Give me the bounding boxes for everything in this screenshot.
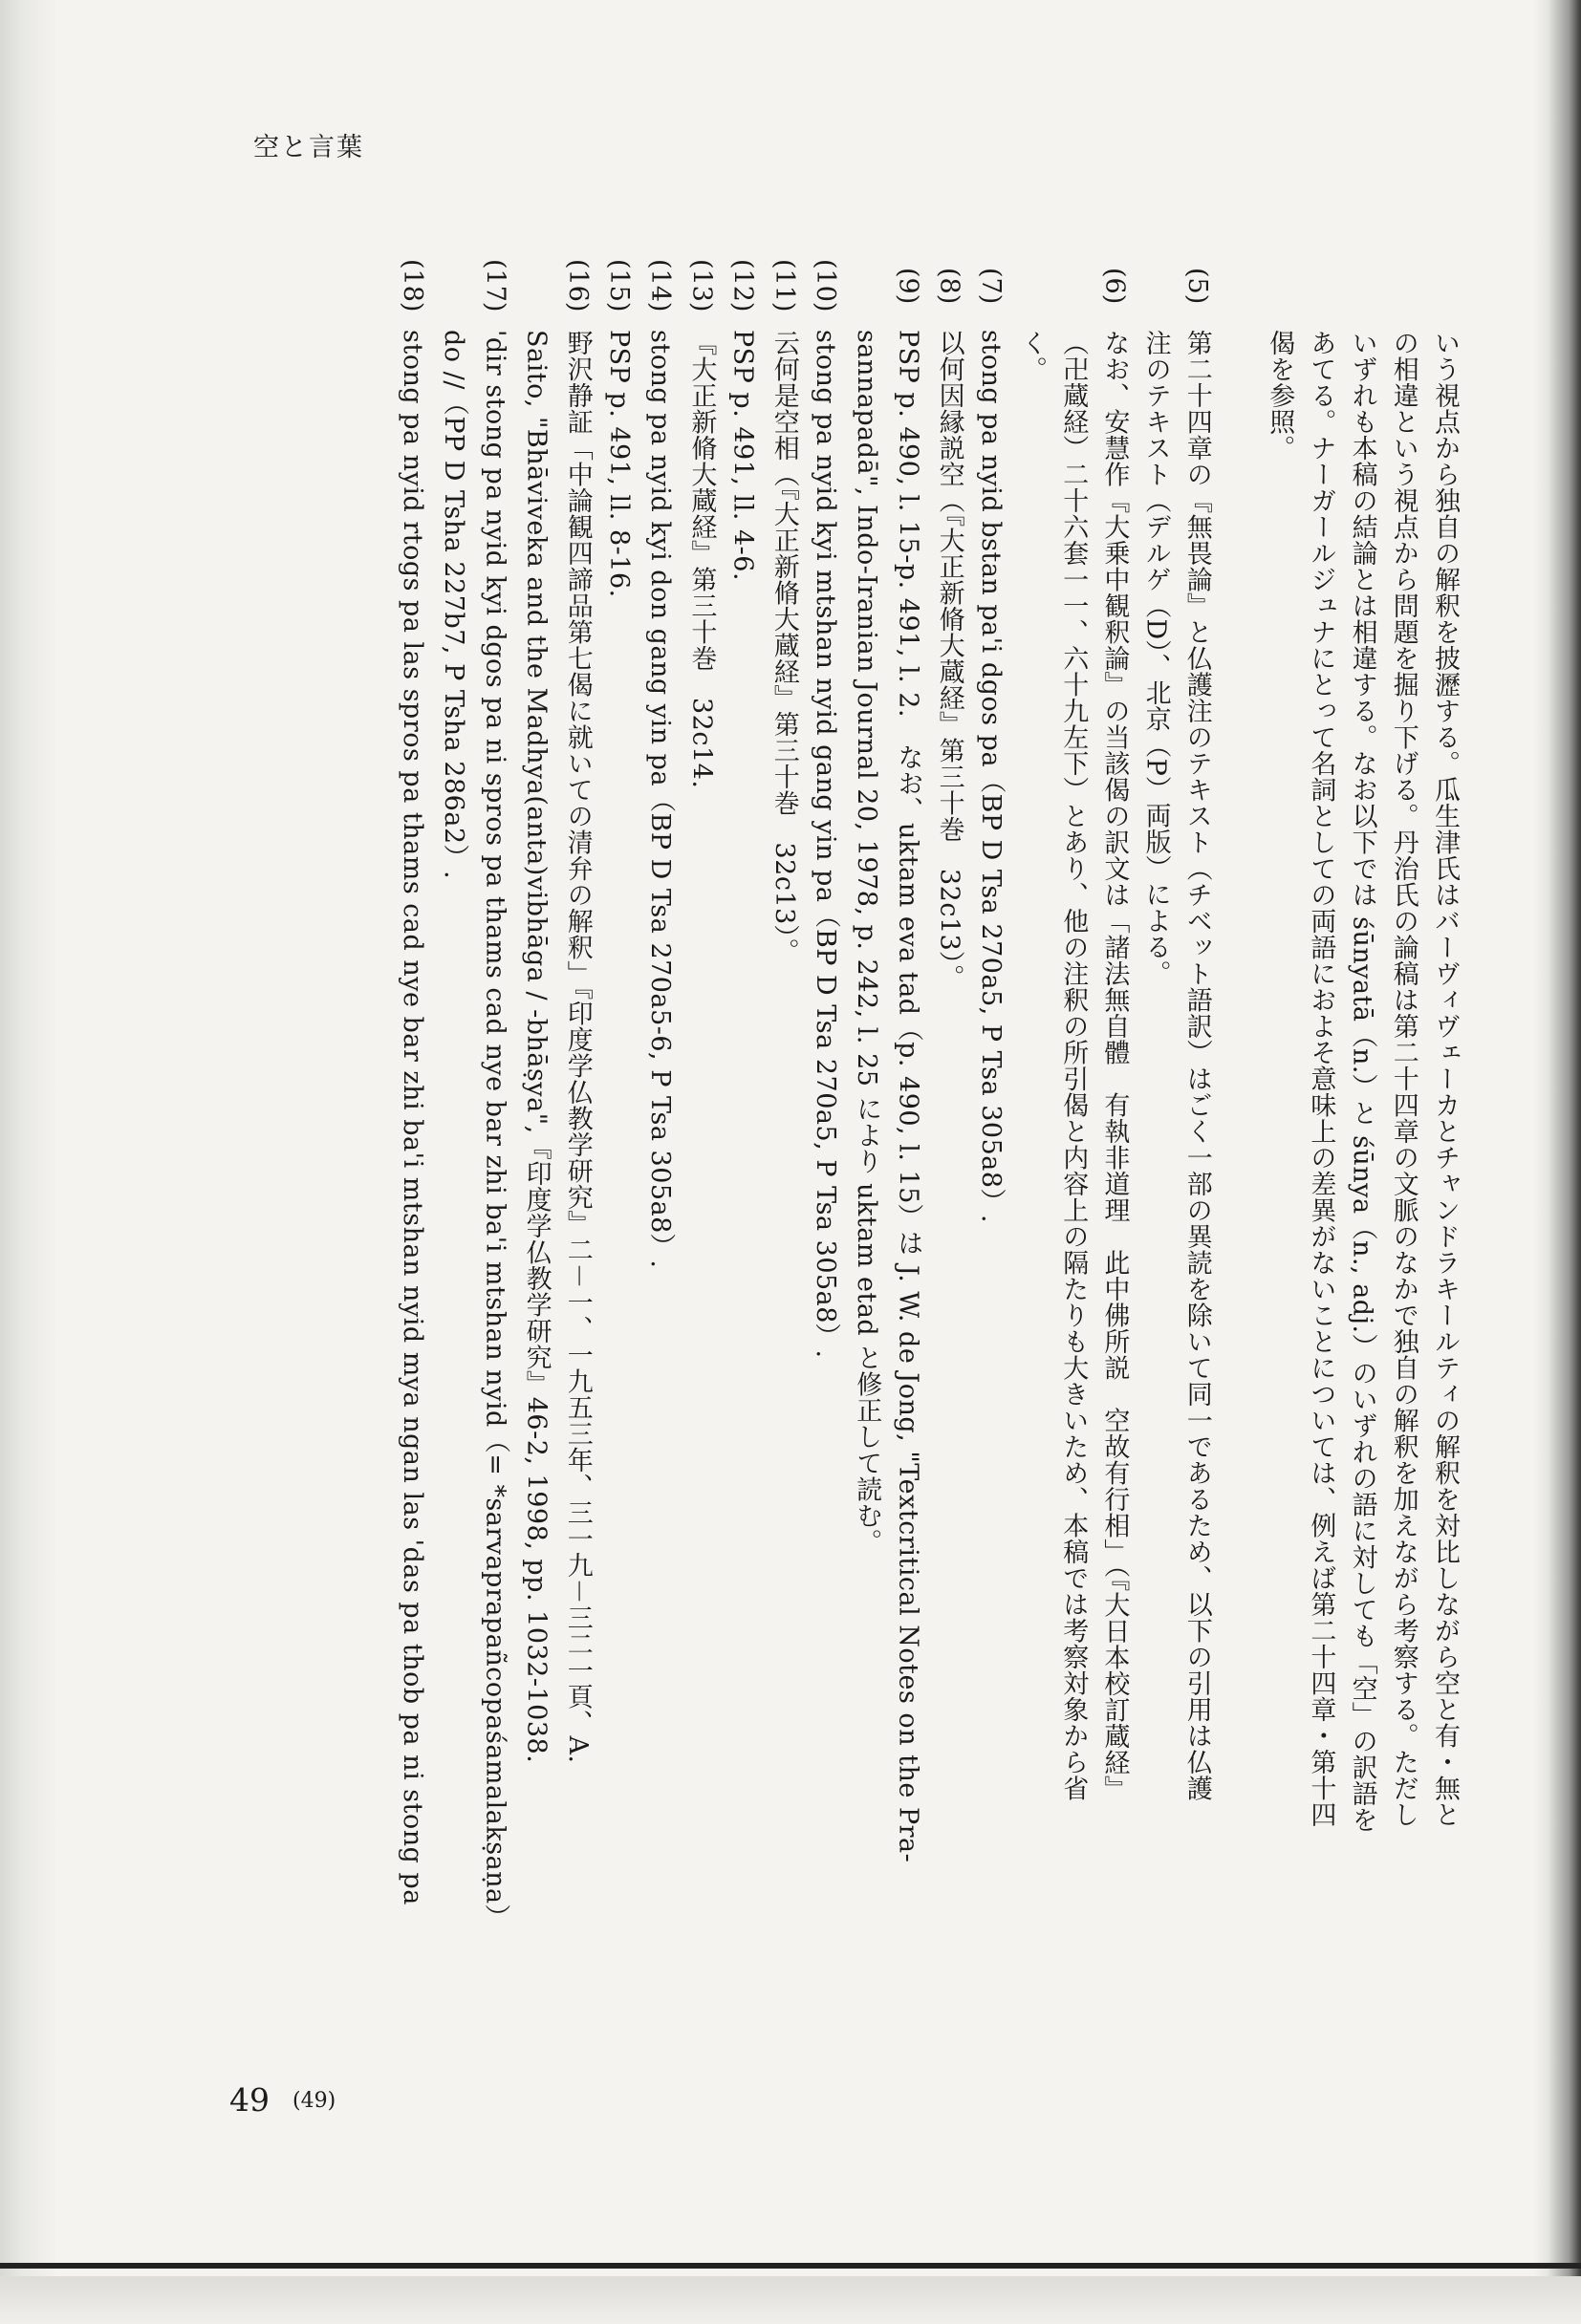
note-number: (12)	[727, 259, 758, 312]
body-text-line: いずれも本稿の結論とは相違する。なお以下では śūnyatā（n.）と śūnya（n., adj.）のいずれの語に対しても「空」の訳語を	[1347, 330, 1377, 1834]
note-text-line: stong pa nyid kyi mtshan nyid gang yin pa（BP D Tsa 270a5, P Tsa 305a8）.	[811, 330, 840, 1359]
vertical-text-block	[229, 259, 1462, 1997]
note-number: (15)	[604, 259, 634, 312]
note-number: (5)	[1181, 267, 1212, 305]
note-number: (16)	[562, 259, 593, 312]
body-text-line: の相違という視点から問題を掘り下げる。丹治氏の論稿は第二十四章の文脈のなかで独自の解釈を加えながら考察する。ただし	[1388, 330, 1419, 1828]
note-number: (17)	[480, 259, 510, 312]
note-number: (11)	[769, 259, 799, 312]
note-text-line: なお、安慧作『大乗中観釈論』の当該偈の訳文は「諸法無自體 有執非道理 此中佛所説 空故有行相」（『大日本校訂蔵経』	[1099, 330, 1130, 1802]
note-text-line: 以何因縁説空（『大正新脩大蔵経』第三十巻 32c13）。	[934, 330, 964, 991]
body-text-line: 偈を参照。	[1265, 330, 1295, 462]
note-number: (14)	[645, 259, 676, 312]
body-text-line: いう視点から独自の解釈を披瀝する。瓜生津氏はバーヴィヴェーカとチャンドラキールティの解釈を対比しながら空と有・無と	[1430, 330, 1460, 1828]
scan-shadow-left	[0, 0, 57, 2324]
running-header: 空と言葉	[253, 133, 364, 162]
note-number: (9)	[893, 267, 923, 305]
note-text-line: 野沢静証「中論観四諦品第七偈に就いての清弁の解釈」『印度学仏教学研究』二－一、一九五三年、三一九－三二一頁、A.	[562, 330, 593, 1764]
note-text-line: 『大正新脩大蔵経』第三十巻 32c14.	[686, 330, 717, 789]
note-text-line: stong pa nyid kyi don gang yin pa（BP D Tsa 270a5-6, P Tsa 305a8）.	[645, 330, 676, 1269]
note-number: (13)	[686, 259, 717, 312]
note-number: (10)	[811, 259, 840, 312]
note-text-line: （卍蔵経）二十六套一一、六十九左下）とあり、他の注釈の所引偈と内容上の隔たりも大きいため、本稿では考察対象から省	[1058, 330, 1089, 1801]
scan-bottom-strip	[0, 2276, 1581, 2324]
note-text-line: sannapadā", Indo-Iranian Journal 20, 1978, p. 242, l. 25 により uktam etad と修正して読む。	[852, 330, 882, 1556]
note-text-line: Saito, "Bhāviveka and the Madhya(anta)vibhāga / -bhāṣya",『印度学仏教学研究』46-2, 1998, pp. 1032-1038.	[521, 330, 552, 1764]
note-number: (18)	[398, 259, 427, 312]
page-number: 49	[229, 2081, 270, 2119]
note-text-line: 'dir stong pa nyid kyi dgos pa ni spros pa thams cad nye bar zhi ba'i mtshan nyid（= *sarvaprapañcopaśamalakṣaṇa）	[480, 330, 510, 1931]
note-text-line: PSP p. 491, ll. 8-16.	[604, 330, 634, 598]
note-text-line: く。	[1017, 330, 1047, 382]
note-text-line: PSP p. 491, ll. 4-6.	[727, 330, 758, 582]
note-text-line: 第二十四章の『無畏論』と仏護注のテキスト（チベット語訳）はごく一部の異読を除いて同一であるため、以下の引用は仏護	[1181, 330, 1212, 1801]
note-text-line: 注のテキスト（デルゲ（D）、北京（P）両版）による。	[1140, 330, 1171, 987]
note-text-line: do //（PP D Tsha 227b7, P Tsha 286a2）.	[439, 330, 469, 880]
bottom-rule	[0, 2263, 1581, 2269]
note-text-line: stong pa nyid bstan pa'i dgos pa（BP D Tsa 270a5, P Tsa 305a8）.	[975, 330, 1006, 1224]
scan-shadow-right	[1533, 0, 1581, 2324]
note-number: (8)	[934, 267, 964, 305]
note-number: (7)	[975, 267, 1006, 305]
page-number-secondary: (49)	[292, 2089, 336, 2113]
note-text-line: PSP p. 490, l. 15-p. 491, l. 2. なお、uktam eva tad（p. 490, l. 15）は J. W. de Jong, "Textcritical Notes on the Pra-	[893, 330, 923, 1863]
note-text-line: 云何是空相（『大正新脩大蔵経』第三十巻 32c13）。	[769, 330, 799, 965]
note-text-line: stong pa nyid rtogs pa las spros pa thams cad nye bar zhi ba'i mtshan nyid mya ngan las 'das pa thob pa ni stong pa	[398, 330, 427, 1905]
body-text-line: あてる。ナーガールジュナにとって名詞としての両語におよそ意味上の差異がないことについては、例えば第二十四章・第十四	[1306, 330, 1336, 1828]
note-number: (6)	[1099, 267, 1130, 305]
